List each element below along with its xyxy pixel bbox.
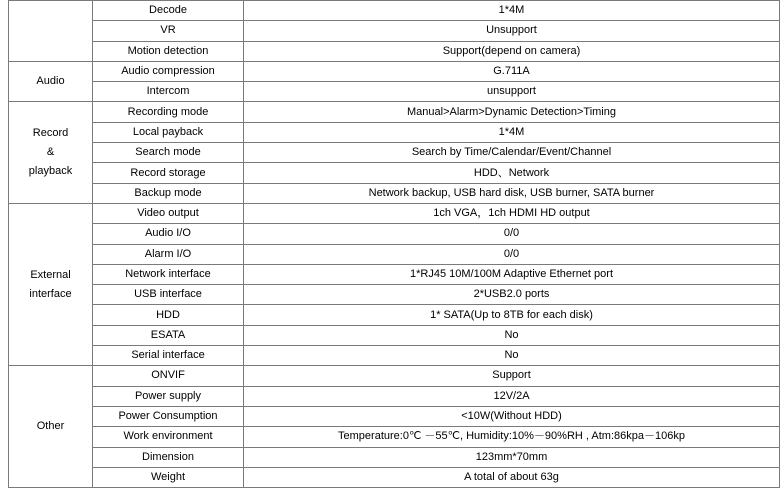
spec-label: Search mode — [93, 143, 244, 163]
group-cell-record-playback — [9, 102, 93, 203]
table-row — [9, 346, 780, 366]
spec-value: 1*4M — [244, 122, 780, 142]
table-row — [9, 61, 780, 81]
table-row — [9, 386, 780, 406]
table-row — [9, 183, 780, 203]
table-row — [9, 305, 780, 325]
spec-value: 12V/2A — [244, 386, 780, 406]
table-row — [9, 325, 780, 345]
spec-label: Recording mode — [93, 102, 244, 122]
spec-label: Audio compression — [93, 61, 244, 81]
spec-value: Support(depend on camera) — [244, 41, 780, 61]
group-cell-external-interface — [9, 203, 93, 365]
table-row — [9, 203, 780, 223]
spec-label: VR — [93, 21, 244, 41]
spec-label: Record storage — [93, 163, 244, 183]
spec-label: Backup mode — [93, 183, 244, 203]
group-label: Record — [32, 127, 69, 140]
spec-label: Audio I/O — [93, 224, 244, 244]
table-row — [9, 285, 780, 305]
spec-value: G.711A — [244, 61, 780, 81]
spec-value: A total of about 63g — [244, 467, 780, 487]
table-row — [9, 21, 780, 41]
spec-label: Serial interface — [93, 346, 244, 366]
table-row — [9, 163, 780, 183]
spec-label: Weight — [93, 467, 244, 487]
spec-value: 1*4M — [244, 1, 780, 21]
spec-table — [8, 0, 780, 488]
spec-value: 123mm*70mm — [244, 447, 780, 467]
spec-value: Search by Time/Calendar/Event/Channel — [244, 143, 780, 163]
table-row — [9, 1, 780, 21]
spec-label: Decode — [93, 1, 244, 21]
spec-label: HDD — [93, 305, 244, 325]
group-cell-audio — [9, 61, 93, 102]
spec-label: Dimension — [93, 447, 244, 467]
group-label: External — [30, 268, 71, 281]
spec-value: Network backup, USB hard disk, USB burner, SATA burner — [244, 183, 780, 203]
spec-label: Power Consumption — [93, 406, 244, 426]
spec-label: USB interface — [93, 285, 244, 305]
spec-value: 1* SATA(Up to 8TB for each disk) — [244, 305, 780, 325]
table-row — [9, 406, 780, 426]
group-label: playback — [28, 165, 73, 178]
spec-label: Alarm I/O — [93, 244, 244, 264]
group-label: interface — [29, 287, 72, 300]
spec-value: 0/0 — [244, 244, 780, 264]
spec-value: Unsupport — [244, 21, 780, 41]
spec-label: Intercom — [93, 82, 244, 102]
table-row — [9, 224, 780, 244]
spec-value: 2*USB2.0 ports — [244, 285, 780, 305]
spec-label: Motion detection — [93, 41, 244, 61]
table-row — [9, 143, 780, 163]
table-row — [9, 447, 780, 467]
spec-value: 1ch VGA，1ch HDMI HD output — [244, 203, 780, 223]
spec-label: Power supply — [93, 386, 244, 406]
spec-value: No — [244, 346, 780, 366]
group-cell-video — [9, 1, 93, 62]
table-row — [9, 264, 780, 284]
table-row — [9, 244, 780, 264]
group-label: Other — [36, 420, 65, 433]
spec-label: Video output — [93, 203, 244, 223]
spec-label: Local payback — [93, 122, 244, 142]
spec-value: Support — [244, 366, 780, 386]
spec-value: HDD、Network — [244, 163, 780, 183]
spec-label: ONVIF — [93, 366, 244, 386]
spec-label: Network interface — [93, 264, 244, 284]
table-row — [9, 102, 780, 122]
group-label: Audio — [36, 75, 65, 88]
table-row — [9, 41, 780, 61]
spec-value: <10W(Without HDD) — [244, 406, 780, 426]
table-row — [9, 122, 780, 142]
spec-value: unsupport — [244, 82, 780, 102]
table-row — [9, 82, 780, 102]
spec-label: ESATA — [93, 325, 244, 345]
group-cell-other — [9, 366, 93, 488]
spec-value: 0/0 — [244, 224, 780, 244]
table-row — [9, 366, 780, 386]
table-row — [9, 467, 780, 487]
spec-value: Manual>Alarm>Dynamic Detection>Timing — [244, 102, 780, 122]
spec-value: No — [244, 325, 780, 345]
spec-label: Work environment — [93, 427, 244, 447]
group-label: & — [46, 146, 55, 159]
spec-value: 1*RJ45 10M/100M Adaptive Ethernet port — [244, 264, 780, 284]
table-row — [9, 427, 780, 447]
spec-value: Temperature:0℃ －55℃, Humidity:10%－90%RH , Atm:86kpa－106kp — [244, 427, 780, 447]
